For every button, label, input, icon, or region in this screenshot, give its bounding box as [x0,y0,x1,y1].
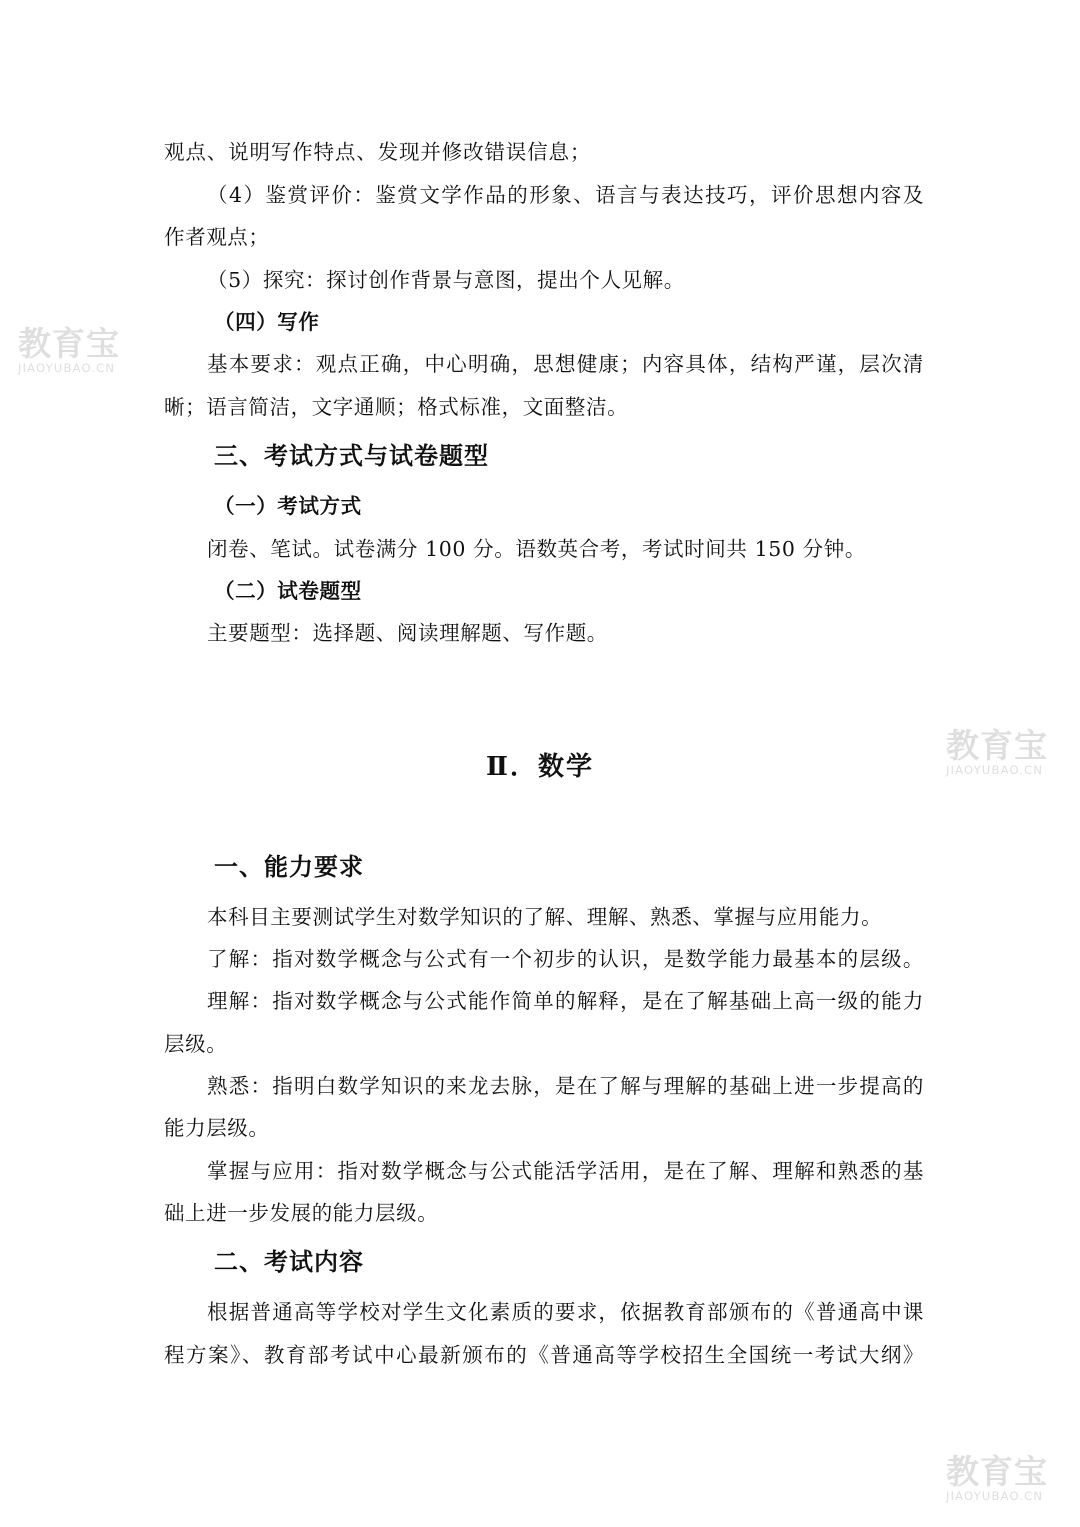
section-heading: 二、考试内容 [214,1247,364,1276]
section-heading: 一、能力要求 [214,852,364,881]
subsection-heading: （四）写作 [214,310,320,334]
section-heading: 三、考试方式与试卷题型 [214,441,489,470]
paragraph-line: （5）探究：探讨创作背景与意图，提出个人见解。 [207,268,685,292]
paragraph-line: 理解：指对数学概念与公式能作简单的解释，是在了解基础上高一级的能力 [207,989,924,1013]
paragraph-line: 程方案》、教育部考试中心最新颁布的《普通高等学校招生全国统一考试大纲》 [164,1343,924,1367]
paragraph-line: 作者观点； [164,225,270,249]
paragraph-line: 熟悉：指明白数学知识的来龙去脉，是在了解与理解的基础上进一步提高的 [207,1074,924,1098]
subsection-heading: （一）考试方式 [214,494,362,518]
watermark-logo: 教育宝 JIAOYUBAO.CN [18,324,120,375]
chapter-title: Ⅱ．数学 [486,752,594,782]
paragraph-line: 主要题型：选择题、阅读理解题、写作题。 [207,621,608,645]
paragraph-line: 晰；语言简洁，文字通顺；格式标准，文面整洁。 [164,395,629,419]
paragraph-line: （4）鉴赏评价：鉴赏文学作品的形象、语言与表达技巧，评价思想内容及 [207,183,924,207]
paragraph-line: 了解：指对数学概念与公式有一个初步的认识，是数学能力最基本的层级。 [207,947,924,971]
paragraph-line: 根据普通高等学校对学生文化素质的要求，依据教育部颁布的《普通高中课 [207,1300,924,1324]
paragraph-line: 础上进一步发展的能力层级。 [164,1201,439,1225]
paragraph-line: 层级。 [164,1032,228,1056]
subsection-heading: （二）试卷题型 [214,579,362,603]
paragraph-line: 本科目主要测试学生对数学知识的了解、理解、熟悉、掌握与应用能力。 [207,905,883,929]
watermark-logo: 教育宝 JIAOYUBAO.CN [946,726,1048,777]
paragraph-line: 能力层级。 [164,1116,270,1140]
paragraph-line: 掌握与应用：指对数学概念与公式能活学活用，是在了解、理解和熟悉的基 [207,1159,924,1183]
paragraph-line: 闭卷、笔试。试卷满分 100 分。语数英合考，考试时间共 150 分钟。 [207,537,866,561]
watermark-logo: 教育宝 JIAOYUBAO.CN [946,1452,1048,1503]
paragraph-line: 观点、说明写作特点、发现并修改错误信息； [164,140,591,164]
paragraph-line: 基本要求：观点正确，中心明确，思想健康；内容具体，结构严谨，层次清 [207,352,924,376]
